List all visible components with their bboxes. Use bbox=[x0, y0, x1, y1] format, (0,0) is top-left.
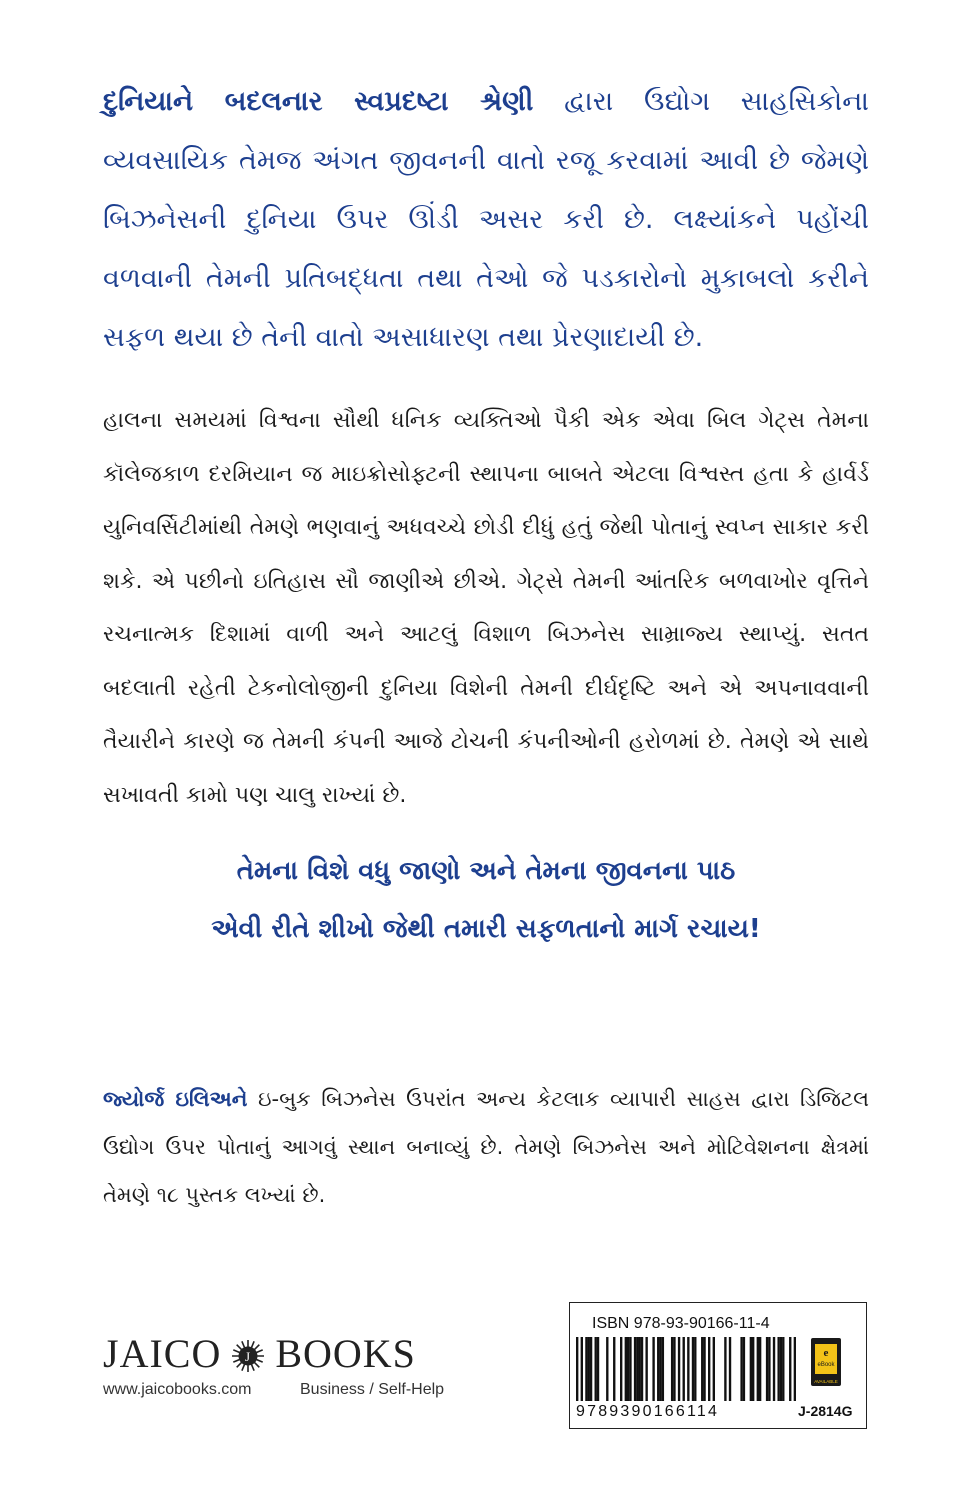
author-name: જ્યોર્જ ઇલિઅને bbox=[103, 1087, 248, 1111]
barcode-bar bbox=[789, 1337, 791, 1401]
ebook-badge-panel bbox=[815, 1344, 837, 1374]
callout bbox=[103, 842, 869, 958]
barcode-bar bbox=[773, 1337, 775, 1401]
barcode-bar bbox=[671, 1337, 673, 1401]
barcode-bar bbox=[743, 1337, 745, 1401]
product-code: J-2814G bbox=[798, 1403, 853, 1419]
barcode-digits: 9789390166114 bbox=[576, 1403, 720, 1420]
publisher-logo bbox=[103, 1330, 416, 1376]
body-paragraph: હાલના સમયમાં વિશ્વના સૌથી ધનિક વ્યક્તિઓ પૈકી એક એવા બિલ ગેટ્સ તેમના કૉલેજકાળ દરમિયાન જ માઇક્રોસોફ્ટની સ્થાપના બાબતે એટલા વિશ્વસ્ત હતા કે હાર્વર્ડ યુનિવર્સિટીમાંથી તેમણે ભણવાનું અધવચ્ચે છોડી દીધું હતું જેથી પોતાનું સ્વપ્ન સાકાર કરી શકે. એ પછીનો ઇતિહાસ સૌ જાણીએ છીએ. ગેટ્સે તેમની આંતરિક બળવાખોર વૃત્તિને રચનાત્મક દિશામાં વાળી અને આટલું વિશાળ બિઝનેસ સામ્રાજ્ય સ્થાપ્યું. સતત બદલાતી રહેતી ટેકનોલોજીની દુનિયા વિશેની તેમની દીર્ઘદૃષ્ટિ અને એ અપનાવવાની તૈયારીને કારણે જ તેમની કંપની આજે ટોચની કંપનીઓની હરોળમાં છે. તેમણે એ સાથે સખાવતી કામો પણ ચાલુ રાખ્યાં છે. bbox=[103, 408, 869, 808]
barcode-bar bbox=[780, 1337, 782, 1401]
barcode-bar bbox=[777, 1337, 779, 1401]
barcode-bar bbox=[766, 1337, 768, 1401]
barcode-bar bbox=[759, 1337, 761, 1401]
barcode-bar bbox=[588, 1337, 590, 1401]
barcode-bar bbox=[581, 1337, 583, 1401]
barcode-bar bbox=[639, 1337, 641, 1401]
publisher-url: www.jaicobooks.com bbox=[103, 1381, 252, 1398]
series-name: દુનિયાને બદલનાર સ્વપ્રદષ્ટા શ્રેણી bbox=[103, 86, 534, 117]
barcode-bar bbox=[641, 1337, 643, 1401]
callout-line-2: એવી રીતે શીખો જેથી તમારી સફળતાનો માર્ગ રચાય! bbox=[211, 914, 761, 944]
svg-text:e: e bbox=[823, 1347, 829, 1359]
barcode-bar bbox=[625, 1337, 627, 1401]
barcode-bar bbox=[634, 1337, 636, 1401]
barcode-bar bbox=[692, 1337, 694, 1401]
barcode-bar bbox=[703, 1337, 705, 1401]
barcode-bar bbox=[636, 1337, 638, 1401]
barcode-bar bbox=[645, 1337, 647, 1401]
barcode-bar bbox=[606, 1337, 608, 1401]
barcode-bar bbox=[629, 1337, 631, 1401]
barcode-bar bbox=[752, 1337, 754, 1401]
barcode bbox=[576, 1337, 796, 1401]
barcode-bar bbox=[678, 1337, 680, 1401]
barcode-bar bbox=[687, 1337, 689, 1401]
barcode-bar bbox=[794, 1337, 796, 1401]
ebook-badge-sub: AVAILABLE bbox=[814, 1379, 838, 1384]
barcode-bar bbox=[585, 1337, 587, 1401]
barcode-bar bbox=[713, 1337, 715, 1401]
logo-letter: J bbox=[245, 1349, 252, 1364]
barcode-bar bbox=[657, 1337, 659, 1401]
barcode-bar bbox=[613, 1337, 615, 1401]
barcode-bar bbox=[708, 1337, 710, 1401]
isbn-label: ISBN 978-93-90166-11-4 bbox=[592, 1315, 770, 1332]
publisher-name-left: JAICO bbox=[103, 1330, 222, 1376]
publisher-name-right: BOOKS bbox=[275, 1330, 416, 1376]
barcode-bar bbox=[597, 1337, 599, 1401]
author-bio-text: ઇ-બુક બિઝનેસ ઉપરાંત અન્ય કેટલાક વ્યાપારી સાહસ દ્વારા ડિજિટલ ઉદ્યોગ ઉપર પોતાનું આગવું સ્થાન બનાવ્યું છે. તેમણે બિઝનેસ અને મોટિવેશનના ક્ષેત્રમાં તેમણે ૧૮ પુસ્તક લખ્યાં છે. bbox=[103, 1087, 869, 1207]
barcode-bar bbox=[750, 1337, 752, 1401]
ebook-badge-icon bbox=[811, 1338, 841, 1386]
barcode-bar bbox=[724, 1337, 726, 1401]
barcode-bar bbox=[620, 1337, 622, 1401]
intro-paragraph bbox=[103, 72, 869, 367]
barcode-bar bbox=[782, 1337, 784, 1401]
barcode-bar bbox=[757, 1337, 759, 1401]
ebook-badge-text: eBook bbox=[817, 1362, 835, 1368]
barcode-bar bbox=[662, 1337, 664, 1401]
barcode-bar bbox=[701, 1337, 703, 1401]
author-bio bbox=[103, 1075, 869, 1219]
barcode-bar bbox=[627, 1337, 629, 1401]
book-category: Business / Self-Help bbox=[300, 1381, 445, 1398]
barcode-bar bbox=[590, 1337, 592, 1401]
barcode-bar bbox=[595, 1337, 597, 1401]
barcode-bar bbox=[768, 1337, 770, 1401]
callout-line-1: તેમના વિશે વધુ જાણો અને તેમના જીવનના પાઠ bbox=[236, 856, 736, 886]
barcode-bar bbox=[576, 1337, 578, 1401]
barcode-bar bbox=[659, 1337, 661, 1401]
barcode-bar bbox=[694, 1337, 696, 1401]
barcode-panel bbox=[569, 1302, 867, 1429]
intro-text: દ્વારા ઉદ્યોગ સાહસિકોના વ્યવસાયિક તેમજ અંગત જીવનની વાતો રજૂ કરવામાં આવી છે જેમણે બિઝનેસની દુનિયા ઉપર ઊંડી અસર કરી છે. લક્ષ્યાંકને પહોંચી વળવાની તેમની પ્રતિબદ્ધતા તથા તેઓ જે પડકારોનો મુકાબલો કરીને સફળ થયા છે તેની વાતો અસાધારણ તથા પ્રેરણાદાયી છે. bbox=[103, 86, 869, 353]
barcode-bar bbox=[673, 1337, 675, 1401]
barcode-bar bbox=[729, 1337, 731, 1401]
barcode-bar bbox=[683, 1337, 685, 1401]
barcode-bar bbox=[740, 1337, 742, 1401]
barcode-bar bbox=[652, 1337, 654, 1401]
sun-emblem-icon bbox=[231, 1336, 265, 1370]
